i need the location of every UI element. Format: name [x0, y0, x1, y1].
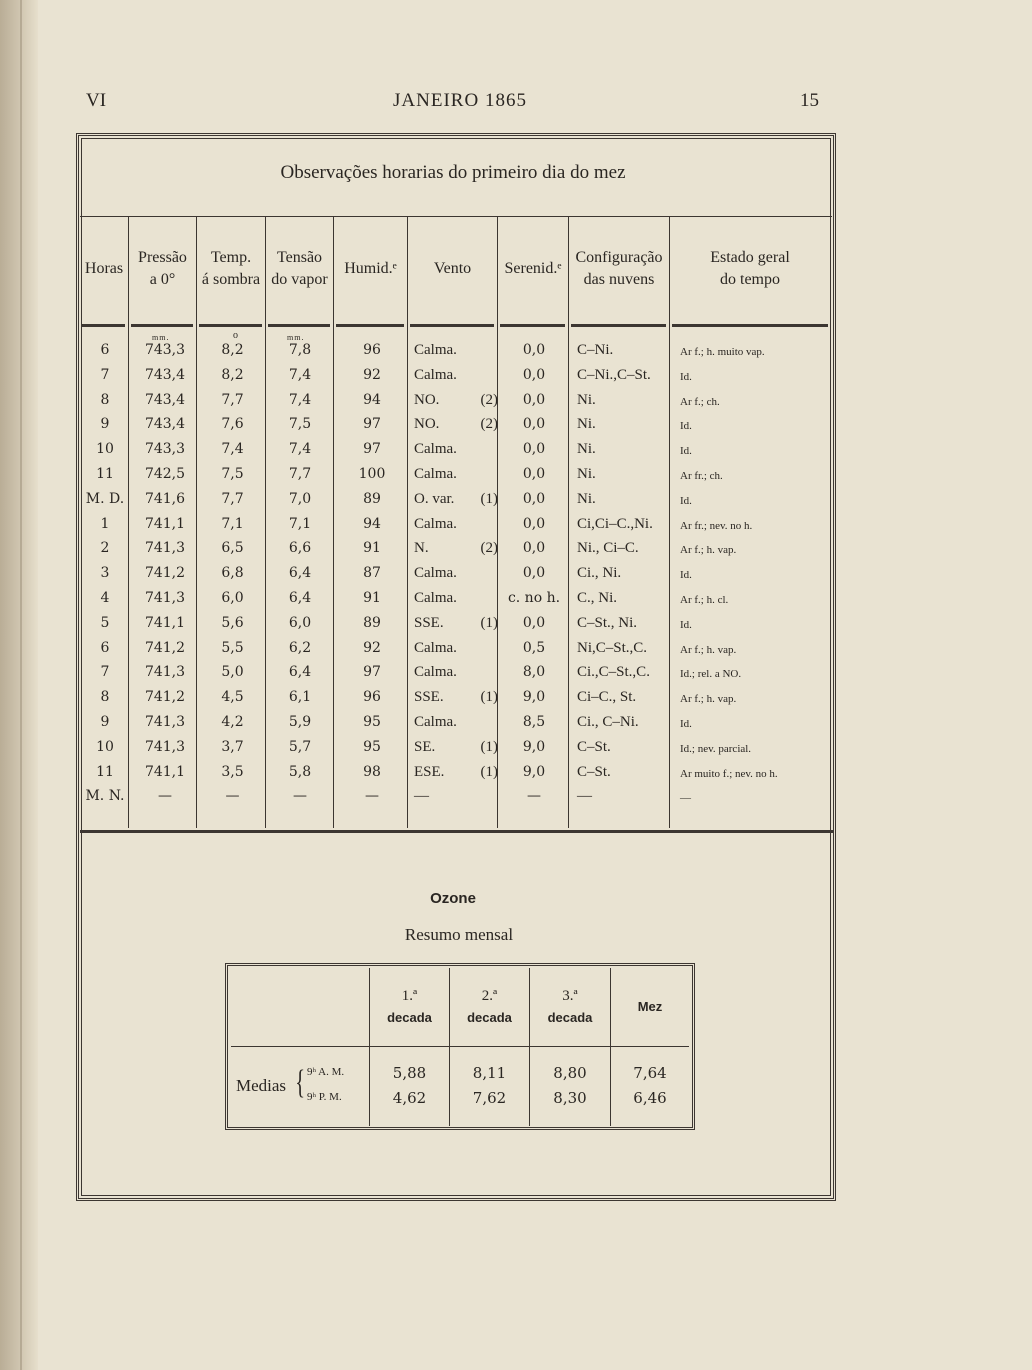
wind-cell: NO. — [414, 391, 440, 408]
serenity-cell: 0,0 — [522, 540, 546, 557]
cloud-config-cell: Ci–C., St. — [577, 689, 637, 706]
header-rule — [131, 324, 193, 327]
oz-header-decada2: 2.ª decada — [467, 988, 512, 1025]
wind-cell: — — [414, 788, 429, 805]
temperature-cell: 4,2 — [221, 714, 244, 730]
serenity-cell: 8,0 — [522, 664, 546, 681]
header-vento: Vento — [433, 260, 472, 277]
temperature-cell: 8,2 — [221, 342, 244, 358]
oz-pm-d1: 4,62 — [392, 1089, 427, 1107]
weather-state-cell: Id. — [680, 569, 692, 582]
oz-pm-d2: 7,62 — [472, 1089, 507, 1107]
header-configuracao: Configuração das nuvens — [575, 249, 663, 288]
humidity-cell: 97 — [363, 416, 381, 433]
temperature-cell: 3,7 — [221, 738, 244, 755]
vapour-tension-cell: — — [293, 788, 307, 805]
cloud-config-cell: Ni. — [577, 490, 596, 507]
pressure-cell: 743,3 — [144, 441, 186, 458]
header-rule — [268, 324, 330, 327]
hour-cell: 9 — [100, 714, 110, 730]
header-rule — [571, 324, 666, 327]
wind-cell: ESE. — [414, 763, 445, 780]
serenity-cell: 0,0 — [522, 466, 546, 482]
cloud-config-cell: Ci.,C–St.,C. — [577, 664, 650, 681]
table-row — [80, 441, 832, 466]
humidity-cell: 92 — [363, 366, 381, 383]
weather-state-cell: Ar f.; h. vap. — [680, 544, 737, 557]
header-estado: Estado geral do tempo — [710, 249, 790, 288]
vapour-tension-cell: 7,8 — [288, 342, 312, 358]
humidity-cell: 97 — [363, 441, 381, 458]
brace-glyph: { — [295, 1064, 306, 1101]
temperature-cell: 5,0 — [221, 664, 244, 681]
pressure-cell: 741,6 — [144, 490, 186, 507]
oz-header-mez: Mez — [637, 999, 663, 1014]
wind-cell: Calma. — [414, 565, 457, 582]
vapour-tension-cell: 7,0 — [288, 490, 312, 507]
serenity-cell: 8,5 — [522, 714, 546, 730]
oz-header-rule — [231, 1046, 689, 1047]
humidity-cell: 91 — [363, 540, 381, 557]
oz-am-label: 9ʰ A. M. — [307, 1066, 345, 1078]
wind-cell: SSE. — [414, 689, 444, 706]
weather-state-cell: Ar f.; h. cl. — [680, 594, 729, 606]
wind-cell: Calma. — [414, 515, 457, 532]
weather-state-cell: Ar f.; h. vap. — [680, 643, 737, 656]
vapour-tension-cell: 6,4 — [288, 664, 312, 681]
temperature-cell: 7,6 — [221, 416, 244, 433]
pressure-cell: 741,3 — [144, 540, 186, 557]
cloud-config-cell: Ni., Ci–C. — [577, 540, 639, 557]
header-rule — [199, 324, 262, 327]
table-row — [80, 367, 832, 392]
pressure-cell: 741,3 — [144, 664, 186, 681]
wind-force-cell: (2) — [480, 540, 498, 557]
oz-pm-d3: 8,30 — [553, 1089, 587, 1107]
wind-cell: Calma. — [414, 441, 457, 458]
pressure-cell: 742,5 — [144, 466, 186, 482]
pressure-cell: 741,2 — [144, 639, 186, 656]
wind-force-cell: (1) — [480, 614, 498, 631]
temperature-cell: 7,4 — [221, 441, 244, 458]
wind-force-cell: (1) — [480, 490, 498, 507]
serenity-cell: 9,0 — [522, 738, 546, 755]
title-divider — [80, 216, 832, 217]
weather-state-cell: Ar f.; h. vap. — [680, 693, 737, 706]
wind-cell: N. — [414, 540, 429, 557]
table-row — [80, 739, 832, 764]
table-title: Observações horarias do primeiro dia do mez — [280, 162, 626, 183]
vapour-tension-cell: 6,2 — [288, 639, 312, 656]
weather-state-cell: — — [680, 792, 691, 805]
temperature-cell: 7,7 — [221, 391, 244, 408]
wind-cell: O. var. — [414, 490, 455, 507]
pressure-cell: 741,1 — [144, 515, 186, 532]
wind-cell: Calma. — [414, 590, 457, 606]
weather-state-cell: Id. — [680, 445, 692, 458]
wind-force-cell: (2) — [480, 416, 498, 433]
table-row — [80, 615, 832, 640]
weather-state-cell: Ar f.; h. muito vap. — [680, 346, 765, 358]
vapour-tension-cell: 7,1 — [288, 515, 312, 532]
pressure-cell: 741,2 — [144, 565, 186, 582]
table-bottom-rule — [80, 830, 834, 833]
humidity-cell: 97 — [363, 664, 381, 681]
unit-tensao: mm. — [287, 333, 305, 342]
header-horas: Horas — [84, 260, 124, 277]
vapour-tension-cell: 7,7 — [288, 466, 312, 482]
header-rule — [672, 324, 828, 327]
header-rule — [82, 324, 125, 327]
oz-pm-mez: 6,46 — [633, 1089, 667, 1107]
weather-state-cell: Id. — [680, 370, 692, 383]
wind-force-cell: (2) — [480, 391, 498, 408]
hour-cell: 2 — [100, 540, 110, 557]
unit-temp: o — [233, 330, 239, 341]
serenity-cell: 0,0 — [522, 515, 546, 532]
pressure-cell: 743,3 — [144, 342, 186, 358]
cloud-config-cell: Ni,C–St.,C. — [577, 639, 648, 656]
hour-cell: 3 — [100, 565, 110, 582]
table-row — [80, 788, 832, 813]
hour-cell: 4 — [100, 590, 110, 606]
cloud-config-cell: C–St. — [577, 738, 611, 755]
table-row — [80, 540, 832, 565]
header-rule — [410, 324, 494, 327]
table-row — [80, 416, 832, 441]
vapour-tension-cell: 7,4 — [288, 366, 312, 383]
wind-cell: Calma. — [414, 714, 457, 730]
serenity-cell: 0,0 — [522, 565, 546, 582]
weather-state-cell: Id.; nev. parcial. — [680, 742, 752, 755]
humidity-cell: 91 — [363, 590, 381, 606]
humidity-cell: 94 — [363, 515, 381, 532]
cloud-config-cell: C–St., Ni. — [577, 614, 638, 631]
wind-cell: Calma. — [414, 342, 457, 358]
humidity-cell: 96 — [363, 689, 381, 706]
vapour-tension-cell: 5,9 — [288, 714, 312, 730]
hour-cell: 7 — [100, 366, 110, 383]
humidity-cell: 95 — [363, 714, 381, 730]
weather-state-cell: Id. — [680, 494, 692, 507]
temperature-cell: 4,5 — [221, 689, 244, 706]
table-row — [80, 590, 832, 615]
hour-cell: 10 — [96, 738, 114, 755]
wind-cell: NO. — [414, 416, 440, 433]
vapour-tension-cell: 6,0 — [288, 614, 312, 631]
humidity-cell: 94 — [363, 391, 381, 408]
hour-cell: M. D. — [85, 490, 125, 507]
weather-state-cell: Ar fr.; ch. — [680, 470, 723, 482]
wind-force-cell: (1) — [480, 738, 498, 755]
header-temp: Temp. á sombra — [201, 249, 261, 288]
temperature-cell: — — [225, 788, 240, 805]
hour-cell: 8 — [100, 391, 110, 408]
table-row — [80, 516, 832, 541]
pressure-cell: — — [158, 788, 172, 805]
table-row — [80, 466, 832, 491]
temperature-cell: 5,6 — [221, 614, 244, 631]
table-row — [80, 764, 832, 789]
humidity-cell: 100 — [358, 466, 386, 482]
hour-cell: 9 — [100, 416, 110, 433]
unit-pressao: mm. — [152, 333, 170, 342]
serenity-cell: 0,0 — [522, 391, 546, 408]
serenity-cell: 0,0 — [522, 416, 546, 433]
wind-force-cell: (1) — [480, 689, 498, 706]
oz-row-label: Medias — [236, 1076, 287, 1095]
hour-cell: 11 — [96, 763, 114, 780]
oz-header-decada1: 1.ª decada — [387, 988, 432, 1025]
cloud-config-cell: Ci,Ci–C.,Ni. — [577, 515, 653, 532]
humidity-cell: 95 — [363, 738, 381, 755]
serenity-cell: 0,5 — [522, 639, 546, 656]
hour-cell: 8 — [100, 689, 110, 706]
cloud-config-cell: — — [577, 788, 592, 805]
page-gutter-line — [20, 0, 22, 1370]
temperature-cell: 7,5 — [221, 466, 244, 482]
cloud-config-cell: Ni. — [577, 416, 596, 433]
humidity-cell: 96 — [363, 342, 381, 358]
serenity-cell: 0,0 — [522, 342, 546, 358]
temperature-cell: 6,8 — [221, 565, 244, 582]
hour-cell: 10 — [96, 441, 114, 458]
month-title: JANEIRO 1865 — [393, 90, 527, 111]
cloud-config-cell: Ni. — [577, 466, 596, 482]
vapour-tension-cell: 7,5 — [288, 416, 312, 433]
header-rule — [500, 324, 565, 327]
cloud-config-cell: Ni. — [577, 441, 596, 458]
serenity-cell: 9,0 — [522, 689, 546, 706]
temperature-cell: 3,5 — [221, 763, 244, 780]
ozone-title: Ozone — [430, 890, 476, 907]
table-row — [80, 342, 832, 367]
oz-am-mez: 7,64 — [633, 1064, 667, 1082]
hour-cell: 7 — [100, 664, 110, 681]
page-edge — [0, 0, 38, 1370]
hour-cell: 6 — [100, 639, 110, 656]
wind-cell: SE. — [414, 738, 436, 755]
wind-cell: SSE. — [414, 614, 444, 631]
table-row — [80, 714, 832, 739]
wind-cell: Calma. — [414, 639, 457, 656]
header-pressao: Pressão a 0° — [138, 249, 187, 288]
header-rule — [336, 324, 404, 327]
header-serenid: Serenid.ᵉ — [504, 260, 562, 277]
cloud-config-cell: Ni. — [577, 391, 596, 408]
section-number: VI — [86, 90, 107, 111]
weather-state-cell: Ar fr.; nev. no h. — [680, 519, 753, 532]
hour-cell: 11 — [96, 466, 114, 482]
serenity-cell: 0,0 — [522, 614, 546, 631]
weather-state-cell: Ar muito f.; nev. no h. — [680, 767, 778, 780]
table-row — [80, 565, 832, 590]
weather-state-cell: Id.; rel. a NO. — [680, 668, 742, 681]
table-row — [80, 664, 832, 689]
vapour-tension-cell: 7,4 — [288, 441, 312, 458]
hour-cell: 6 — [100, 342, 110, 358]
weather-state-cell: Id. — [680, 618, 692, 631]
cloud-config-cell: Ci., C–Ni. — [577, 714, 639, 730]
oz-am-d3: 8,80 — [553, 1064, 587, 1082]
hour-cell: 5 — [100, 614, 110, 631]
wind-force-cell: (1) — [480, 763, 498, 780]
serenity-cell: 9,0 — [522, 763, 546, 780]
serenity-cell: c. no h. — [507, 590, 561, 606]
temperature-cell: 7,1 — [221, 515, 244, 532]
temperature-cell: 8,2 — [221, 366, 244, 383]
pressure-cell: 743,4 — [144, 366, 186, 383]
vapour-tension-cell: 7,4 — [288, 391, 312, 408]
weather-state-cell: Ar f.; ch. — [680, 395, 720, 408]
cloud-config-cell: C–Ni.,C–St. — [577, 366, 651, 383]
oz-am-d1: 5,88 — [392, 1064, 427, 1082]
serenity-cell: 0,0 — [522, 490, 546, 507]
pressure-cell: 741,2 — [144, 689, 186, 706]
humidity-cell: — — [365, 788, 379, 805]
humidity-cell: 92 — [363, 639, 381, 656]
ozone-subtitle: Resumo mensal — [404, 925, 514, 944]
table-row — [80, 392, 832, 417]
vapour-tension-cell: 6,4 — [288, 565, 312, 582]
pressure-cell: 741,3 — [144, 714, 186, 730]
vapour-tension-cell: 6,1 — [288, 689, 312, 706]
header-tensao: Tensão do vapor — [271, 249, 328, 288]
vapour-tension-cell: 6,4 — [288, 590, 312, 606]
pressure-cell: 741,3 — [144, 590, 186, 606]
vapour-tension-cell: 5,8 — [288, 763, 312, 780]
pressure-cell: 743,4 — [144, 416, 186, 433]
vapour-tension-cell: 5,7 — [288, 738, 312, 755]
oz-am-d2: 8,11 — [472, 1064, 507, 1082]
oz-pm-label: 9ʰ P. M. — [307, 1091, 342, 1103]
serenity-cell: 0,0 — [522, 366, 546, 383]
wind-cell: Calma. — [414, 366, 457, 383]
weather-state-cell: Id. — [680, 420, 692, 433]
humidity-cell: 89 — [363, 490, 381, 507]
oz-header-decada3: 3.ª decada — [547, 988, 593, 1025]
pressure-cell: 741,1 — [144, 763, 186, 780]
hour-cell: 1 — [100, 515, 110, 532]
humidity-cell: 89 — [363, 614, 381, 631]
pressure-cell: 741,1 — [144, 614, 186, 631]
temperature-cell: 6,0 — [221, 590, 244, 606]
serenity-cell: — — [527, 788, 541, 805]
temperature-cell: 5,5 — [221, 639, 244, 656]
temperature-cell: 7,7 — [221, 490, 244, 507]
cloud-config-cell: C–St. — [577, 763, 611, 780]
weather-state-cell: Id. — [680, 718, 692, 730]
humidity-cell: 87 — [363, 565, 381, 582]
cloud-config-cell: C., Ni. — [577, 590, 618, 606]
wind-cell: Calma. — [414, 664, 457, 681]
hour-cell: M. N. — [85, 788, 125, 805]
humidity-cell: 98 — [363, 763, 381, 780]
serenity-cell: 0,0 — [522, 441, 546, 458]
cloud-config-cell: C–Ni. — [577, 342, 614, 358]
table-row — [80, 640, 832, 665]
page-number: 15 — [800, 90, 819, 111]
table-row — [80, 689, 832, 714]
temperature-cell: 6,5 — [221, 540, 244, 557]
table-row — [80, 491, 832, 516]
wind-cell: Calma. — [414, 466, 457, 482]
pressure-cell: 743,4 — [144, 391, 186, 408]
running-head — [0, 90, 1032, 116]
pressure-cell: 741,3 — [144, 738, 186, 755]
header-humid: Humid.ᵉ — [344, 260, 397, 277]
cloud-config-cell: Ci., Ni. — [577, 565, 622, 582]
vapour-tension-cell: 6,6 — [288, 540, 312, 557]
